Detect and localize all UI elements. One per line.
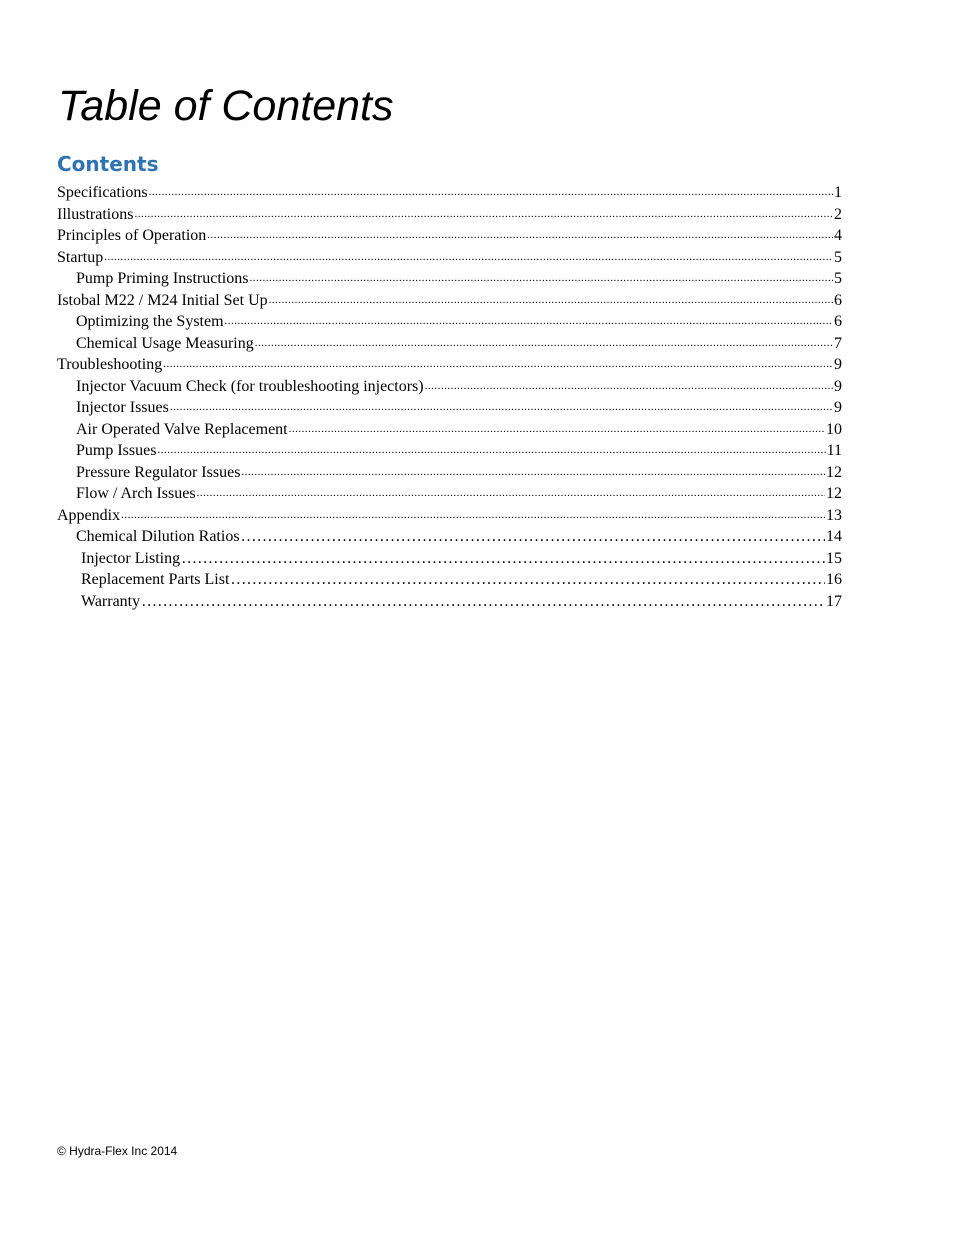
toc-dot-leader xyxy=(241,462,825,484)
toc-page-number: 12 xyxy=(826,485,842,502)
toc-entry-flow-arch-issues[interactable] xyxy=(57,483,842,505)
toc-dot-leader xyxy=(181,548,825,570)
toc-entry-label: Warranty xyxy=(81,592,141,610)
toc-entry-label: Principles of Operation xyxy=(57,227,207,244)
toc-page-number: 6 xyxy=(834,313,842,330)
toc-page-number: 14 xyxy=(826,528,842,545)
contents-heading: Contents xyxy=(57,152,159,176)
toc-entry-label: Specifications xyxy=(57,184,148,201)
toc-dot-leader xyxy=(269,290,833,312)
toc-dot-leader xyxy=(289,419,825,441)
toc-entry-label: Pump Priming Instructions xyxy=(76,270,249,287)
toc-entry-label: Injector Vacuum Check (for troubleshooting injectors) xyxy=(76,377,424,395)
toc-dot-leader xyxy=(104,247,833,269)
toc-dot-leader xyxy=(425,376,833,398)
toc-entry-warranty[interactable] xyxy=(57,591,842,613)
toc-entry-label: Pump Issues xyxy=(76,442,157,459)
toc-dot-leader xyxy=(141,591,825,613)
toc-entry-appendix[interactable] xyxy=(57,505,842,527)
toc-entry-pump-priming-instructions[interactable] xyxy=(57,268,842,290)
toc-entry-label: Istobal M22 / M24 Initial Set Up xyxy=(57,291,268,309)
toc-entry-label: Replacement Parts List xyxy=(81,571,230,588)
toc-dot-leader xyxy=(249,268,833,290)
toc-page-number: 5 xyxy=(834,270,842,287)
toc-entry-troubleshooting[interactable] xyxy=(57,354,842,376)
toc-entry-label: Pressure Regulator Issues xyxy=(76,463,241,481)
toc-page-number: 9 xyxy=(834,356,842,373)
toc-entry-chemical-usage-measuring[interactable] xyxy=(57,333,842,355)
toc-entry-illustrations[interactable] xyxy=(57,204,842,226)
toc-dot-leader xyxy=(241,526,825,548)
toc-entry-istobal-initial-set-up[interactable] xyxy=(57,290,842,312)
toc-page-number: 4 xyxy=(834,227,842,244)
toc-entry-label: Chemical Dilution Ratios xyxy=(76,528,240,545)
toc-entry-chemical-dilution-ratios[interactable] xyxy=(57,526,842,548)
toc-entry-pressure-regulator-issues[interactable] xyxy=(57,462,842,484)
toc-page-number: 17 xyxy=(826,592,842,610)
toc-page-number: 12 xyxy=(826,463,842,481)
toc-page-number: 2 xyxy=(834,205,842,223)
toc-page-number: 5 xyxy=(834,248,842,266)
toc-entry-specifications[interactable] xyxy=(57,182,842,204)
toc-dot-leader xyxy=(225,311,833,333)
toc-page-number: 15 xyxy=(826,549,842,567)
toc-entry-injector-vacuum-check[interactable] xyxy=(57,376,842,398)
toc-entry-startup[interactable] xyxy=(57,247,842,269)
toc-entry-injector-issues[interactable] xyxy=(57,397,842,419)
toc-page-number: 6 xyxy=(834,291,842,309)
toc-dot-leader xyxy=(230,569,825,591)
toc-entry-label: Startup xyxy=(57,248,104,266)
toc-entry-label: Injector Issues xyxy=(76,399,169,416)
toc-page-number: 16 xyxy=(826,571,842,588)
page-title: Table of Contents xyxy=(58,82,394,130)
toc-page-number: 13 xyxy=(826,506,842,524)
toc-page-number: 11 xyxy=(826,442,842,459)
copyright-footer: © Hydra-Flex Inc 2014 xyxy=(57,1144,178,1158)
toc-entry-label: Illustrations xyxy=(57,205,134,223)
toc-dot-leader xyxy=(207,225,833,247)
toc-dot-leader xyxy=(149,182,833,204)
toc-entry-label: Optimizing the System xyxy=(76,313,224,330)
toc-entry-label: Appendix xyxy=(57,506,121,524)
toc-entry-optimizing-the-system[interactable] xyxy=(57,311,842,333)
toc-dot-leader xyxy=(157,440,825,462)
toc-dot-leader xyxy=(163,354,833,376)
toc-entry-label: Flow / Arch Issues xyxy=(76,485,196,502)
toc-entry-air-operated-valve-replacement[interactable] xyxy=(57,419,842,441)
toc-entry-label: Troubleshooting xyxy=(57,356,163,373)
toc-entry-injector-listing[interactable] xyxy=(57,548,842,570)
toc-entry-pump-issues[interactable] xyxy=(57,440,842,462)
toc-page-number: 9 xyxy=(834,399,842,416)
toc-dot-leader xyxy=(197,483,825,505)
toc-entry-replacement-parts-list[interactable] xyxy=(57,569,842,591)
toc-dot-leader xyxy=(121,505,825,527)
toc-entry-principles-of-operation[interactable] xyxy=(57,225,842,247)
toc-entry-label: Air Operated Valve Replacement xyxy=(76,420,288,438)
toc-page-number: 9 xyxy=(834,377,842,395)
toc-page-number: 1 xyxy=(834,184,842,201)
toc-dot-leader xyxy=(134,204,833,226)
toc-entry-label: Injector Listing xyxy=(81,549,181,567)
toc-dot-leader xyxy=(255,333,833,355)
toc-dot-leader xyxy=(170,397,833,419)
toc-entry-label: Chemical Usage Measuring xyxy=(76,334,254,352)
toc-page-number: 10 xyxy=(826,420,842,438)
toc-page-number: 7 xyxy=(834,334,842,352)
table-of-contents xyxy=(57,182,842,612)
